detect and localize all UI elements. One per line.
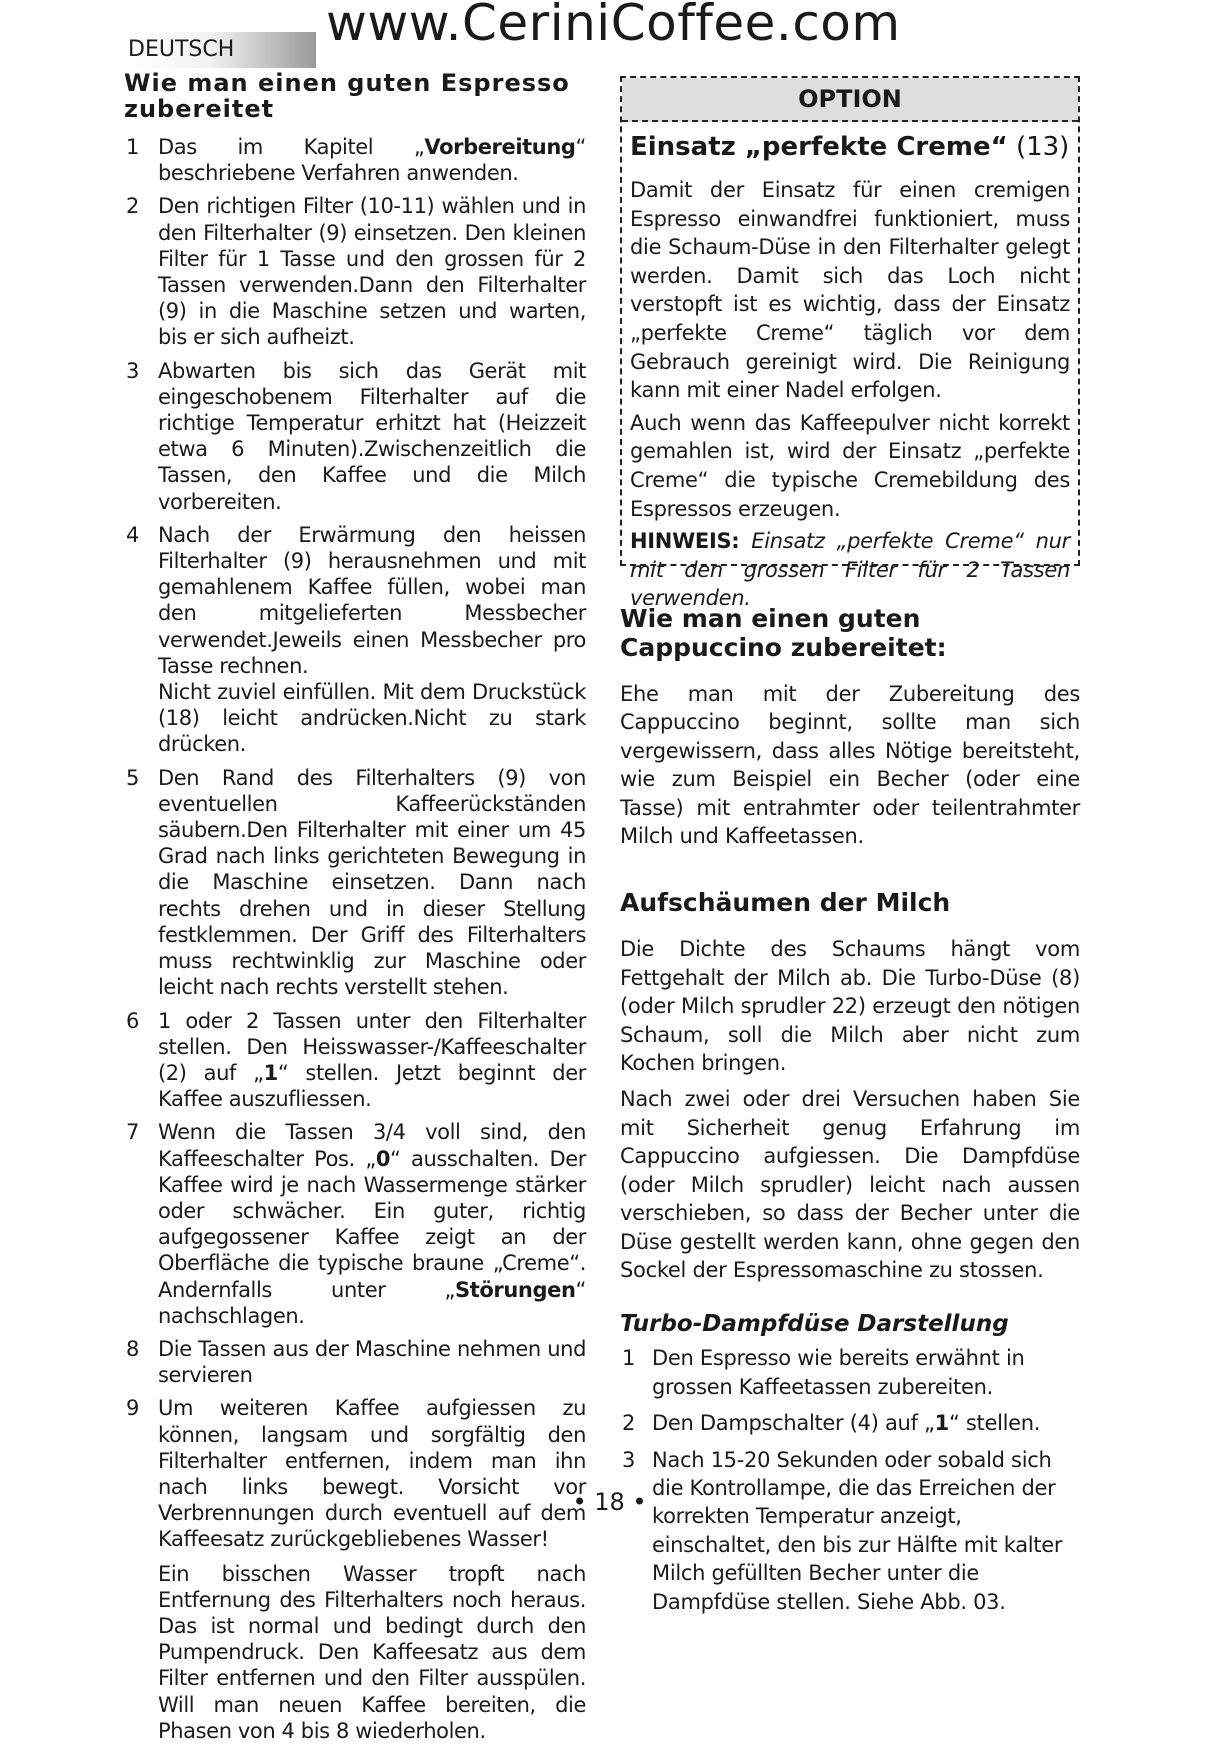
step-text: “ stellen. (948, 1411, 1041, 1436)
step-number: 4 (126, 522, 139, 547)
step-text: Den richtigen Filter (10-11) wählen und in den Filterhalter (9) einsetzen. Den kleinen Filter für 1 Tasse und den grossen für 2 Tassen verwenden.Dann den Filterhalter (9) in die Maschine setzen und warten, bis er sich aufheizt. (158, 194, 586, 350)
step-text: Das im Kapitel „ (158, 135, 425, 159)
right-column (620, 70, 1080, 1624)
step-keyword: 1 (934, 1411, 949, 1436)
step-number: 9 (126, 1396, 139, 1421)
turbo-step-2 (620, 1409, 1080, 1437)
step-9 (124, 1395, 586, 1744)
turbo-title: Turbo-Dampfdüse Darstellung (620, 1311, 1009, 1338)
step-number: 3 (126, 358, 139, 383)
step-number: 2 (622, 1411, 636, 1436)
option-box (620, 76, 1080, 611)
step-8 (124, 1336, 586, 1388)
milk-section (620, 888, 1080, 1284)
option-note (630, 527, 1070, 613)
language-tab: DEUTSCH (124, 32, 316, 68)
step-text: Den Espresso wie bereits erwähnt in grossen Kaffeetassen zubereiten. (652, 1346, 1025, 1399)
step-text: 1 oder 2 Tassen unter den Filterhalter stellen. Den Heisswasser-/Kaffeeschalter (2) auf „ (158, 1008, 586, 1085)
step-number: 6 (126, 1008, 139, 1033)
step-number: 5 (126, 765, 139, 790)
step-number: 1 (622, 1346, 636, 1371)
step-text: Den Dampschalter (4) auf „ (652, 1411, 935, 1436)
step-text: “ stellen. Jetzt beginnt der Kaffee auszufliessen. (158, 1060, 586, 1112)
espresso-title: Wie man einen guten Espresso zubereitet (124, 69, 570, 123)
step-text: Nach 15-20 Sekunden oder sobald sich die Kontrollampe, die das Erreichen der korrekten Temperatur anzeigt, einschaltet, den bis zur Hälfte mit kalter Milch gefüllten Becher unter die Dampfdüse stellen. Siehe Abb. 03. (652, 1447, 1063, 1614)
milk-paragraph: Die Dichte des Schaums hängt vom Fettgehalt der Milch ab. Die Turbo-Düse (8) (oder Milch sprudler 22) erzeugt den nötigen Schaum, soll die Milch aber nicht zum Kochen bringen. (620, 937, 1080, 1076)
note-label: HINWEIS: (630, 529, 740, 554)
milk-title: Aufschäumen der Milch (620, 888, 951, 918)
step-text: Nach der Erwärmung den heissen Filterhalter (9) herausnehmen und mit gemahlenem Kaffee füllen, wobei man den mitgelieferten Messbecher verwendet.Jeweils einen Messbecher pro Tasse rechnen. (158, 522, 586, 678)
step-text: Um weiteren Kaffee aufgiessen zu können, langsam und sorgfältig den Filterhalter entfernen, indem man ihn nach links bewegt. Vorsicht vor Verbrennungen durch eventuell auf dem Kaffeesatz zurückgebliebenes Wasser! (158, 1396, 586, 1552)
step-number: 7 (126, 1120, 139, 1145)
step-number: 3 (622, 1447, 636, 1472)
step-number: 2 (126, 194, 139, 219)
note-text: Einsatz „perfekte Creme“ nur mit den grossen Filter für 2 Tassen verwenden. (630, 529, 1070, 611)
step-4 (124, 522, 586, 758)
step-keyword: Störungen (455, 1277, 576, 1302)
step-text: Wenn die Tassen 3/4 voll sind, den Kaffeeschalter Pos. „ (158, 1120, 586, 1171)
step-number: 8 (126, 1336, 139, 1361)
step-text: Den Rand des Filterhalters (9) von eventuellen Kaffeerückständen säubern.Den Filterhalter mit einer um 45 Grad nach links gerichteten Bewegung in die Maschine einsetzen. Dann nach rechts drehen und in dieser Stellung festklemmen. Der Griff des Filterhalters muss rechtwinklig zur Maschine oder leicht nach rechts verstellt stehen. (158, 765, 586, 1000)
step-number: 1 (126, 135, 139, 159)
option-title (630, 132, 1070, 162)
option-header: OPTION (622, 78, 1078, 122)
step-extra-text: Nicht zuviel einfüllen. Mit dem Druckstück (18) leicht andrücken.Nicht zu stark drücken. (158, 680, 586, 757)
turbo-step-3 (620, 1446, 1080, 1616)
option-title-number: (13) (1015, 132, 1070, 162)
step-3 (124, 358, 586, 515)
step-extra-text: Ein bisschen Wasser tropft nach Entfernung des Filterhalters noch heraus. Das ist normal und bedingt durch den Pumpendruck. Den Kaffeesatz aus dem Filter entfernen und den Filter ausspülen. Will man neuen Kaffee bereiten, die Phasen von 4 bis 8 wiederholen. (158, 1561, 586, 1743)
step-2 (124, 193, 586, 350)
step-text: “ beschriebene Verfahren anwenden. (158, 135, 586, 186)
turbo-step-1 (620, 1344, 1080, 1401)
step-text: Abwarten bis sich das Gerät mit eingeschobenem Filterhalter auf die richtige Temperatur erhitzt hat (Heizzeit etwa 6 Minuten).Zwischenzeitlich die Tassen, den Kaffee und die Milch vorbereiten. (158, 358, 586, 514)
cappuccino-text: Ehe man mit der Zubereitung des Cappuccino beginnt, sollte man sich vergewissern, dass alles Nötige bereitsteht, wie zum Beispiel ein Becher (oder eine Tasse) mit entrahmter oder teilentrahmter Milch und Kaffeetassen. (620, 682, 1080, 849)
turbo-steps (620, 1344, 1080, 1616)
cappuccino-section (620, 604, 1080, 850)
option-title-text: Einsatz „perfekte Creme“ (630, 132, 1008, 162)
milk-paragraph: Nach zwei oder drei Versuchen haben Sie mit Sicherheit genug Erfahrung im Cappuccino aufgiessen. Die Dampfdüse (oder Milch sprudler) leicht nach aussen verschieben, so dass der Becher unter die Düse gestellt werden kann, ohne gegen den Sockel der Espressomaschine zu stossen. (620, 1087, 1080, 1282)
step-1 (124, 134, 586, 186)
step-keyword: Vorbereitung (424, 135, 576, 159)
step-keyword: 0 (375, 1146, 391, 1171)
step-text: Die Tassen aus der Maschine nehmen und servieren (158, 1336, 586, 1388)
step-text: “ ausschalten. Der Kaffee wird je nach Wassermenge stärker oder schwächer. Ein guter, richtig aufgegossener Kaffee zeigt an der Oberfläche die typische braune „Creme“. Andernfalls unter „ (158, 1146, 586, 1302)
step-text: “ nachschlagen. (158, 1277, 586, 1328)
step-7 (124, 1119, 586, 1329)
page-number: • 18 • (572, 1488, 647, 1516)
option-body (630, 132, 1070, 617)
option-paragraph: Auch wenn das Kaffeepulver nicht korrekt gemahlen ist, wird der Einsatz „perfekte Creme“ die typische Cremebildung des Espressos erzeugen. (630, 410, 1070, 521)
step-6 (124, 1008, 586, 1113)
website-url: www.CeriniCoffee.com (326, 0, 901, 52)
option-paragraph: Damit der Einsatz für einen cremigen Espresso einwandfrei funktioniert, muss die Schaum-Düse in den Filterhalter gelegt werden. Damit sich das Loch nicht verstopft ist es wichtig, dass der Einsatz „perfekte Creme“ täglich vor dem Gebrauch gereinigt wird. Die Reinigung kann mit einer Nadel erfolgen. (630, 178, 1070, 403)
cappuccino-title: Wie man einen guten Cappuccino zubereitet: (620, 604, 947, 662)
step-keyword: 1 (263, 1060, 278, 1085)
step-5 (124, 765, 586, 1001)
